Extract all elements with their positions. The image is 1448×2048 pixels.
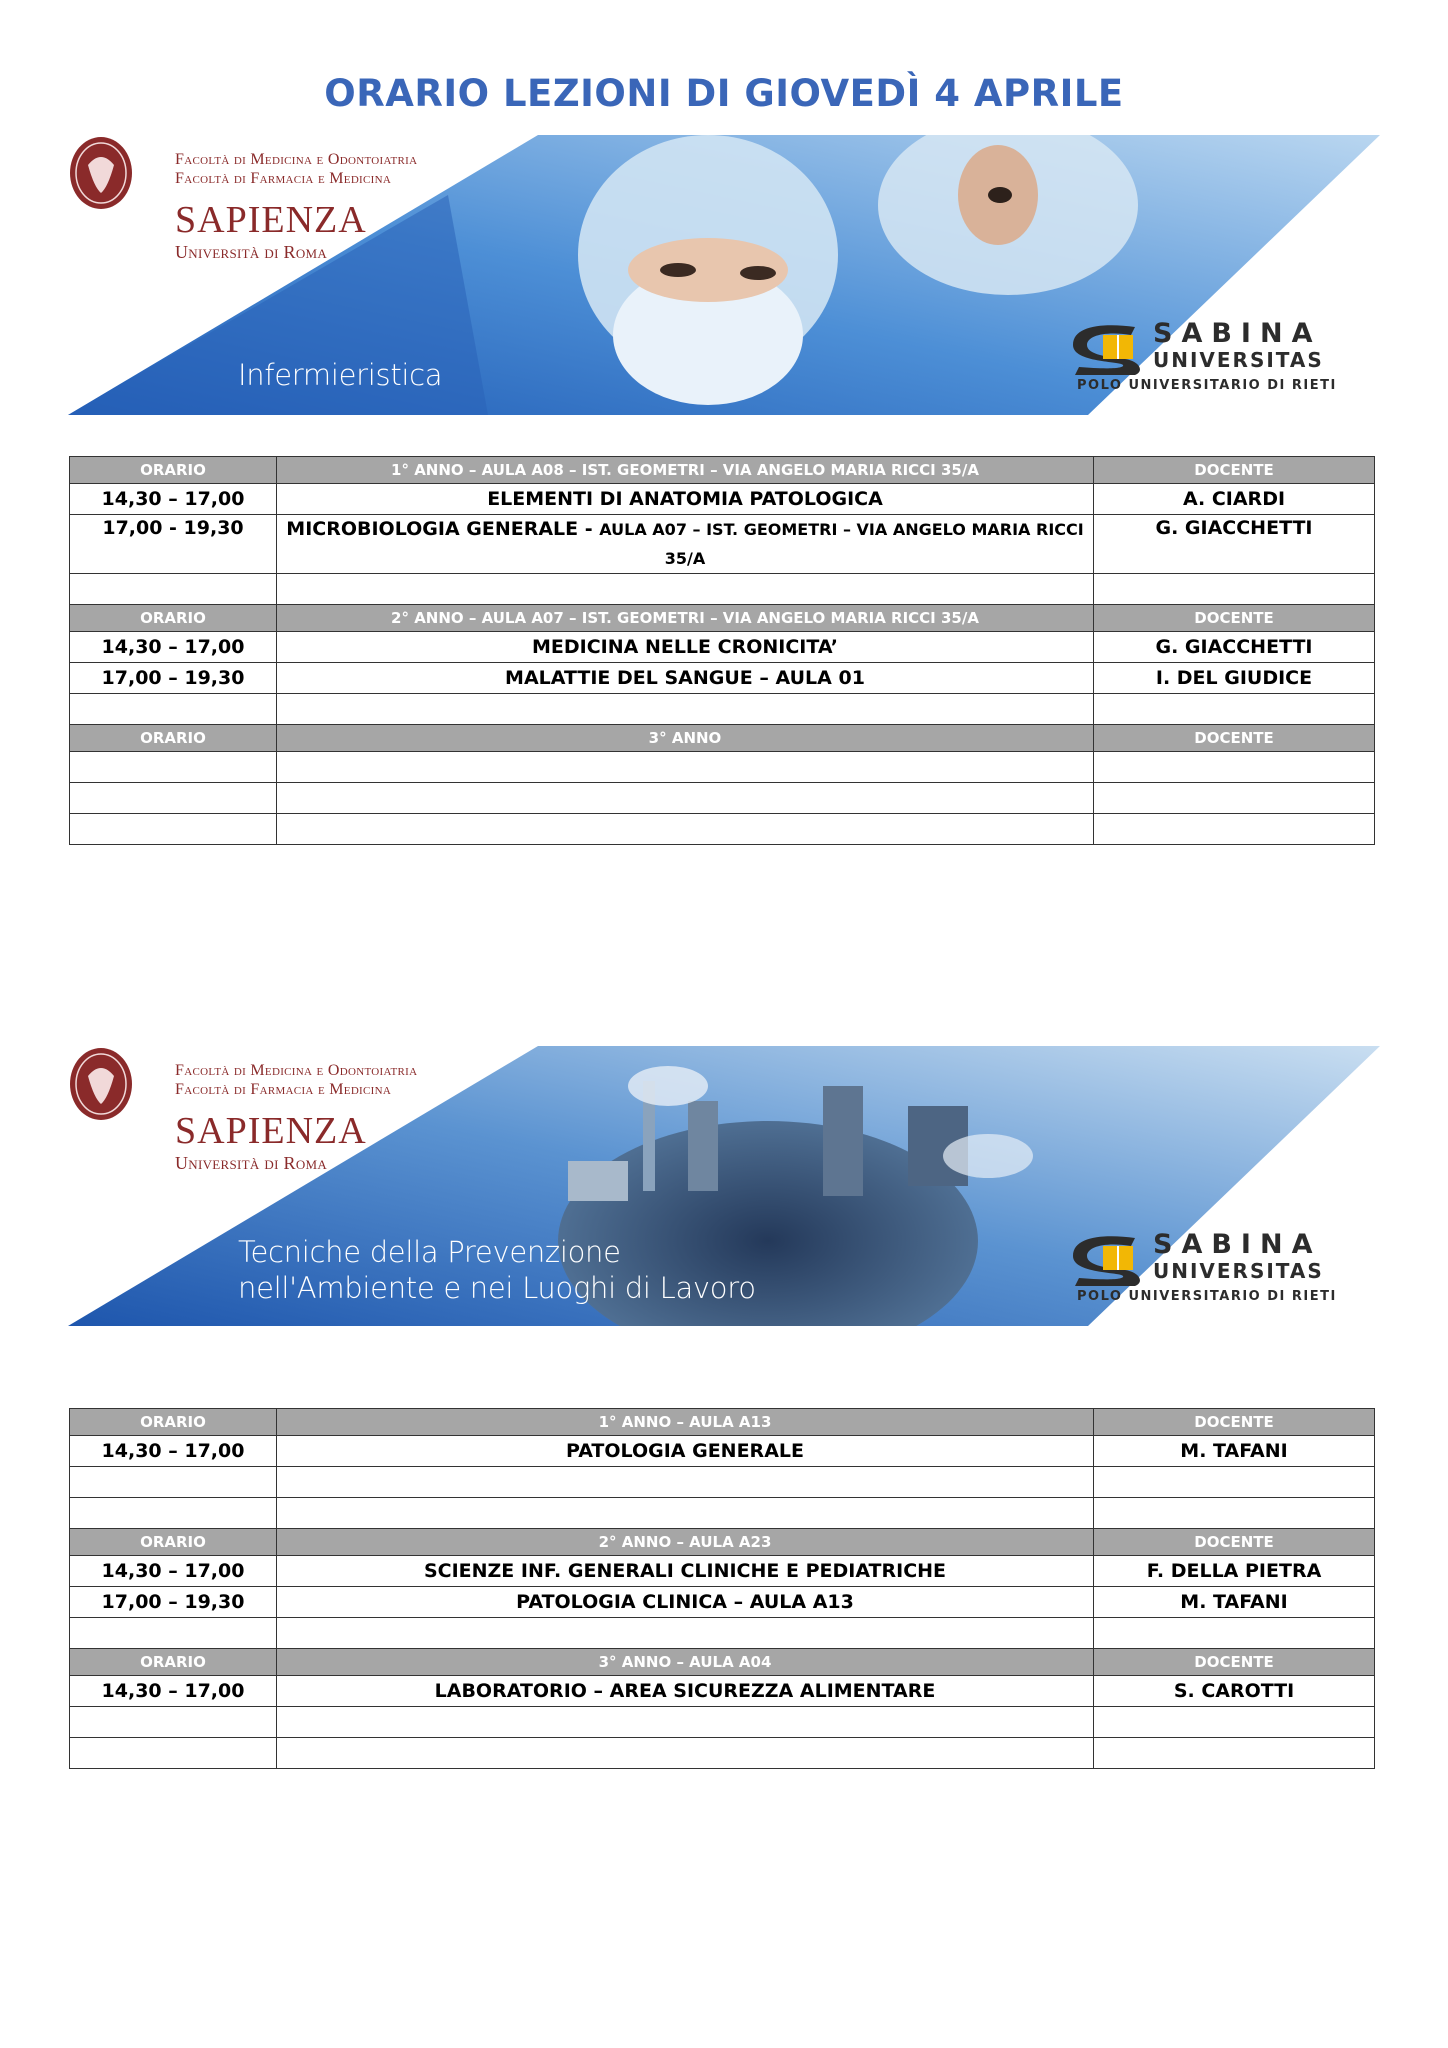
table-row (70, 1618, 1375, 1649)
cell-time: 14,30 – 17,00 (70, 484, 277, 515)
cell-time (70, 574, 277, 605)
header-time: ORARIO (70, 457, 277, 484)
cell-time: 17,00 – 19,30 (70, 1587, 277, 1618)
sapienza-seal-icon (68, 135, 134, 211)
cell-course: PATOLOGIA GENERALE (277, 1436, 1094, 1467)
sabina-universitas-logo (1065, 315, 1360, 395)
cell-course (277, 574, 1094, 605)
cell-course: SCIENZE INF. GENERALI CLINICHE E PEDIATRICHE (277, 1556, 1094, 1587)
header-time: ORARIO (70, 725, 277, 752)
cell-time (70, 1707, 277, 1738)
cell-time (70, 783, 277, 814)
table-header-row (70, 725, 1375, 752)
cell-teacher (1094, 1618, 1375, 1649)
cell-time: 17,00 - 19,30 (70, 515, 277, 574)
university-subtitle: Università di Roma (175, 1153, 328, 1173)
cell-course (277, 783, 1094, 814)
table-header-row (70, 1409, 1375, 1436)
partner-name: SABINA (1153, 318, 1322, 349)
partner-name: SABINA (1153, 1229, 1322, 1260)
cell-course (277, 1618, 1094, 1649)
cell-teacher: S. CAROTTI (1094, 1676, 1375, 1707)
table-row (70, 663, 1375, 694)
cell-teacher: A. CIARDI (1094, 484, 1375, 515)
page-title: ORARIO LEZIONI DI GIOVEDÌ 4 APRILE (324, 72, 1124, 115)
sabina-book-icon (1065, 1226, 1155, 1286)
table-row (70, 1556, 1375, 1587)
table-header-row (70, 1529, 1375, 1556)
table-header-row (70, 605, 1375, 632)
cell-course (277, 694, 1094, 725)
table-row (70, 783, 1375, 814)
cell-course: MALATTIE DEL SANGUE – AULA 01 (277, 663, 1094, 694)
header-time: ORARIO (70, 605, 277, 632)
partner-tagline: POLO UNIVERSITARIO DI RIETI (1077, 378, 1337, 393)
schedule-table-infermieristica (69, 456, 1375, 845)
cell-time (70, 694, 277, 725)
cell-teacher (1094, 752, 1375, 783)
university-name: SAPIENZA (175, 199, 367, 241)
schedule-table-prevenzione (69, 1408, 1375, 1769)
cell-course (277, 1738, 1094, 1769)
course-name-line-1: Infermieristica (238, 358, 443, 392)
cell-teacher (1094, 814, 1375, 845)
table-row (70, 1498, 1375, 1529)
cell-teacher (1094, 1467, 1375, 1498)
course-name (238, 357, 442, 393)
faculty-names (175, 150, 417, 188)
cell-course: ELEMENTI DI ANATOMIA PATOLOGICA (277, 484, 1094, 515)
cell-teacher: M. TAFANI (1094, 1587, 1375, 1618)
header-time: ORARIO (70, 1529, 277, 1556)
header-teacher: DOCENTE (1094, 605, 1375, 632)
faculty-line-1: Facoltà di Medicina e Odontoiatria (175, 1062, 418, 1079)
university-subtitle: Università di Roma (175, 242, 328, 262)
cell-time: 17,00 – 19,30 (70, 663, 277, 694)
cell-teacher: F. DELLA PIETRA (1094, 1556, 1375, 1587)
cell-teacher (1094, 574, 1375, 605)
table-header-row (70, 1649, 1375, 1676)
header-teacher: DOCENTE (1094, 1649, 1375, 1676)
cell-time (70, 752, 277, 783)
cell-teacher (1094, 1738, 1375, 1769)
sapienza-seal-icon (68, 1046, 134, 1122)
header-year: 1° ANNO – AULA A13 (277, 1409, 1094, 1436)
cell-course (277, 1498, 1094, 1529)
cell-course (277, 1707, 1094, 1738)
header-year: 2° ANNO – AULA A23 (277, 1529, 1094, 1556)
table-row (70, 814, 1375, 845)
table-row (70, 574, 1375, 605)
partner-subtitle: UNIVERSITAS (1153, 348, 1324, 372)
course-banner-prevenzione (68, 1046, 1380, 1326)
table-row (70, 1436, 1375, 1467)
faculty-names (175, 1061, 417, 1099)
course-title: MICROBIOLOGIA GENERALE - (286, 518, 600, 540)
course-name-line-1: Tecniche della Prevenzione (238, 1235, 621, 1269)
cell-teacher (1094, 1498, 1375, 1529)
cell-teacher (1094, 1707, 1375, 1738)
table-row (70, 1707, 1375, 1738)
cell-course: PATOLOGIA CLINICA – AULA A13 (277, 1587, 1094, 1618)
faculty-line-1: Facoltà di Medicina e Odontoiatria (175, 151, 418, 168)
table-row (70, 752, 1375, 783)
cell-course (277, 515, 1094, 574)
university-name: SAPIENZA (175, 1110, 367, 1152)
cell-teacher (1094, 694, 1375, 725)
sabina-book-icon (1065, 315, 1155, 375)
cell-course: MEDICINA NELLE CRONICITA’ (277, 632, 1094, 663)
cell-teacher: M. TAFANI (1094, 1436, 1375, 1467)
cell-teacher: I. DEL GIUDICE (1094, 663, 1375, 694)
course-banner-infermieristica (68, 135, 1380, 415)
cell-time: 14,30 – 17,00 (70, 1436, 277, 1467)
table-header-row (70, 457, 1375, 484)
partner-subtitle: UNIVERSITAS (1153, 1259, 1324, 1283)
cell-time: 14,30 – 17,00 (70, 1676, 277, 1707)
table-row (70, 1738, 1375, 1769)
header-year: 3° ANNO – AULA A04 (277, 1649, 1094, 1676)
course-location: AULA A07 – IST. GEOMETRI – VIA ANGELO MARIA RICCI 35/A (599, 520, 1084, 568)
cell-time (70, 814, 277, 845)
cell-course (277, 1467, 1094, 1498)
faculty-line-2: Facoltà di Farmacia e Medicina (175, 1081, 392, 1098)
course-name (238, 1234, 756, 1306)
header-teacher: DOCENTE (1094, 457, 1375, 484)
cell-teacher (1094, 783, 1375, 814)
table-row (70, 1587, 1375, 1618)
course-name-line-2: nell'Ambiente e nei Luoghi di Lavoro (238, 1271, 756, 1305)
cell-course: LABORATORIO – AREA SICUREZZA ALIMENTARE (277, 1676, 1094, 1707)
cell-time (70, 1738, 277, 1769)
header-teacher: DOCENTE (1094, 725, 1375, 752)
cell-time: 14,30 – 17,00 (70, 1556, 277, 1587)
header-time: ORARIO (70, 1649, 277, 1676)
cell-time: 14,30 – 17,00 (70, 632, 277, 663)
header-year: 1° ANNO – AULA A08 – IST. GEOMETRI – VIA ANGELO MARIA RICCI 35/A (277, 457, 1094, 484)
cell-teacher: G. GIACCHETTI (1094, 515, 1375, 574)
header-teacher: DOCENTE (1094, 1409, 1375, 1436)
faculty-line-2: Facoltà di Farmacia e Medicina (175, 170, 392, 187)
cell-course (277, 752, 1094, 783)
table-row (70, 1676, 1375, 1707)
cell-time (70, 1498, 277, 1529)
header-year: 3° ANNO (277, 725, 1094, 752)
cell-teacher: G. GIACCHETTI (1094, 632, 1375, 663)
cell-course (277, 814, 1094, 845)
header-teacher: DOCENTE (1094, 1529, 1375, 1556)
sabina-universitas-logo (1065, 1226, 1360, 1306)
table-row (70, 484, 1375, 515)
header-time: ORARIO (70, 1409, 277, 1436)
partner-tagline: POLO UNIVERSITARIO DI RIETI (1077, 1289, 1337, 1304)
table-row (70, 515, 1375, 574)
header-year: 2° ANNO – AULA A07 – IST. GEOMETRI – VIA ANGELO MARIA RICCI 35/A (277, 605, 1094, 632)
table-row (70, 632, 1375, 663)
cell-time (70, 1467, 277, 1498)
table-row (70, 1467, 1375, 1498)
table-row (70, 694, 1375, 725)
cell-time (70, 1618, 277, 1649)
